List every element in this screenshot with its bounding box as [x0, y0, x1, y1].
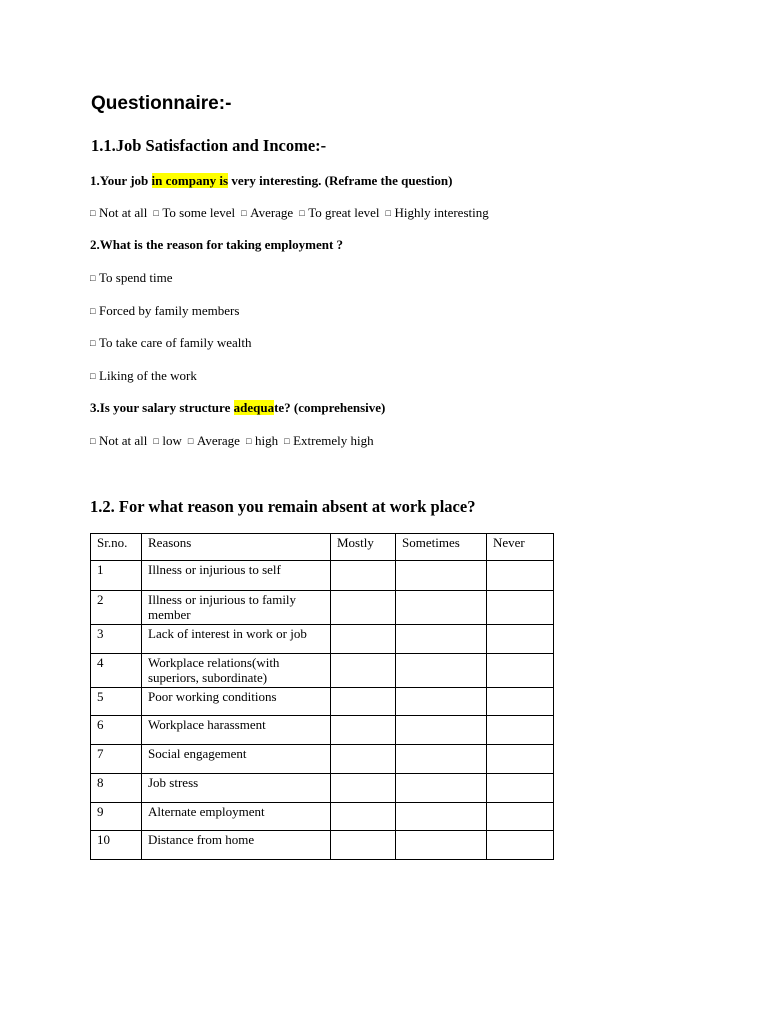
- question-1-options: [90, 205, 489, 221]
- row-number: 4: [91, 654, 142, 688]
- sometimes-cell[interactable]: [396, 803, 487, 831]
- checkbox-icon: [246, 433, 254, 449]
- checkbox-icon: [90, 335, 98, 351]
- option-checkbox[interactable]: [90, 303, 239, 319]
- option-label: Liking of the work: [99, 368, 197, 383]
- option-label: low: [162, 433, 182, 448]
- option-checkbox[interactable]: [299, 205, 379, 220]
- checkbox-icon: [90, 433, 98, 449]
- checkbox-icon: [153, 433, 161, 449]
- row-reason: Illness or injurious to self: [142, 561, 331, 591]
- row-reason: Workplace harassment: [142, 716, 331, 745]
- column-header-mostly: Mostly: [331, 534, 396, 561]
- checkbox-icon: [153, 205, 161, 221]
- mostly-cell[interactable]: [331, 625, 396, 654]
- sometimes-cell[interactable]: [396, 654, 487, 688]
- checkbox-icon: [90, 303, 98, 319]
- row-reason: Job stress: [142, 774, 331, 803]
- row-reason: Alternate employment: [142, 803, 331, 831]
- row-number: 1: [91, 561, 142, 591]
- column-header-never: Never: [487, 534, 554, 561]
- option-label: To spend time: [99, 270, 173, 285]
- row-number: 8: [91, 774, 142, 803]
- mostly-cell[interactable]: [331, 745, 396, 774]
- never-cell[interactable]: [487, 688, 554, 716]
- mostly-cell[interactable]: [331, 774, 396, 803]
- section-heading-absence: 1.2. For what reason you remain absent at work place?: [90, 497, 476, 516]
- sometimes-cell[interactable]: [396, 831, 487, 860]
- checkbox-icon: [90, 205, 98, 221]
- option-label: Highly interesting: [394, 205, 489, 220]
- option-checkbox[interactable]: [90, 433, 147, 448]
- absence-reasons-table: [90, 533, 554, 860]
- table-row: [91, 803, 554, 831]
- option-checkbox[interactable]: [284, 433, 374, 448]
- option-label: To take care of family wealth: [99, 335, 252, 350]
- row-number: 9: [91, 803, 142, 831]
- option-label: Extremely high: [293, 433, 374, 448]
- sometimes-cell[interactable]: [396, 716, 487, 745]
- column-header-reasons: Reasons: [142, 534, 331, 561]
- checkbox-icon: [188, 433, 196, 449]
- sometimes-cell[interactable]: [396, 774, 487, 803]
- option-checkbox[interactable]: [153, 433, 182, 448]
- table-row: [91, 688, 554, 716]
- table-row: [91, 561, 554, 591]
- checkbox-icon: [299, 205, 307, 221]
- never-cell[interactable]: [487, 591, 554, 625]
- option-checkbox[interactable]: [241, 205, 293, 220]
- table-row: [91, 774, 554, 803]
- column-header-sometimes: Sometimes: [396, 534, 487, 561]
- table-row: [91, 625, 554, 654]
- option-checkbox[interactable]: [385, 205, 488, 220]
- checkbox-icon: [90, 270, 98, 286]
- table-row: [91, 654, 554, 688]
- option-checkbox[interactable]: [246, 433, 278, 448]
- table-row: [91, 831, 554, 860]
- option-label: Average: [250, 205, 294, 220]
- option-label: To some level: [162, 205, 236, 220]
- row-number: 6: [91, 716, 142, 745]
- row-number: 5: [91, 688, 142, 716]
- row-reason: Illness or injurious to family member: [142, 591, 331, 625]
- sometimes-cell[interactable]: [396, 688, 487, 716]
- option-checkbox[interactable]: [188, 433, 240, 448]
- option-label: Not at all: [99, 205, 148, 220]
- option-checkbox[interactable]: [90, 335, 252, 351]
- row-reason: Distance from home: [142, 831, 331, 860]
- row-reason: Poor working conditions: [142, 688, 331, 716]
- never-cell[interactable]: [487, 774, 554, 803]
- option-checkbox[interactable]: [153, 205, 235, 220]
- never-cell[interactable]: [487, 716, 554, 745]
- table-row: [91, 745, 554, 774]
- option-label: Not at all: [99, 433, 148, 448]
- mostly-cell[interactable]: [331, 803, 396, 831]
- row-reason: Workplace relations(with superiors, subordinate): [142, 654, 331, 688]
- question-2: 2.What is the reason for taking employment ?: [90, 237, 344, 252]
- checkbox-icon: [385, 205, 393, 221]
- mostly-cell[interactable]: [331, 716, 396, 745]
- question-3: [90, 400, 385, 416]
- option-label: To great level: [308, 205, 380, 220]
- question-1-prefix: 1.Your job: [90, 173, 152, 188]
- question-3-options: [90, 433, 374, 449]
- table-row: [91, 716, 554, 745]
- section-heading-job-satisfaction: 1.1.Job Satisfaction and Income:-: [91, 136, 327, 155]
- option-checkbox[interactable]: [90, 368, 197, 384]
- checkbox-icon: [241, 205, 249, 221]
- never-cell[interactable]: [487, 561, 554, 591]
- sometimes-cell[interactable]: [396, 591, 487, 625]
- question-3-suffix: te? (comprehensive): [274, 400, 386, 415]
- sometimes-cell[interactable]: [396, 561, 487, 591]
- question-3-highlight: adequa: [233, 400, 275, 415]
- row-number: 10: [91, 831, 142, 860]
- row-number: 7: [91, 745, 142, 774]
- mostly-cell[interactable]: [331, 654, 396, 688]
- question-1: [90, 173, 452, 189]
- never-cell[interactable]: [487, 654, 554, 688]
- row-number: 3: [91, 625, 142, 654]
- mostly-cell[interactable]: [331, 688, 396, 716]
- checkbox-icon: [90, 368, 98, 384]
- question-1-highlight: in company is: [151, 173, 229, 188]
- checkbox-icon: [284, 433, 292, 449]
- page-title: Questionnaire:-: [91, 93, 232, 114]
- sometimes-cell[interactable]: [396, 745, 487, 774]
- mostly-cell[interactable]: [331, 831, 396, 860]
- never-cell[interactable]: [487, 745, 554, 774]
- row-reason: Lack of interest in work or job: [142, 625, 331, 654]
- never-cell[interactable]: [487, 803, 554, 831]
- mostly-cell[interactable]: [331, 561, 396, 591]
- never-cell[interactable]: [487, 625, 554, 654]
- row-reason: Social engagement: [142, 745, 331, 774]
- table-header-row: [91, 534, 554, 561]
- option-label: Average: [196, 433, 240, 448]
- sometimes-cell[interactable]: [396, 625, 487, 654]
- column-header-srno: Sr.no.: [91, 534, 142, 561]
- option-label: Forced by family members: [99, 303, 240, 318]
- option-checkbox[interactable]: [90, 270, 172, 286]
- mostly-cell[interactable]: [331, 591, 396, 625]
- row-number: 2: [91, 591, 142, 625]
- table-row: [91, 591, 554, 625]
- option-checkbox[interactable]: [90, 205, 147, 220]
- option-label: high: [254, 433, 279, 448]
- question-3-prefix: 3.Is your salary structure: [90, 400, 234, 415]
- question-1-suffix: very interesting. (Reframe the question): [228, 173, 453, 188]
- never-cell[interactable]: [487, 831, 554, 860]
